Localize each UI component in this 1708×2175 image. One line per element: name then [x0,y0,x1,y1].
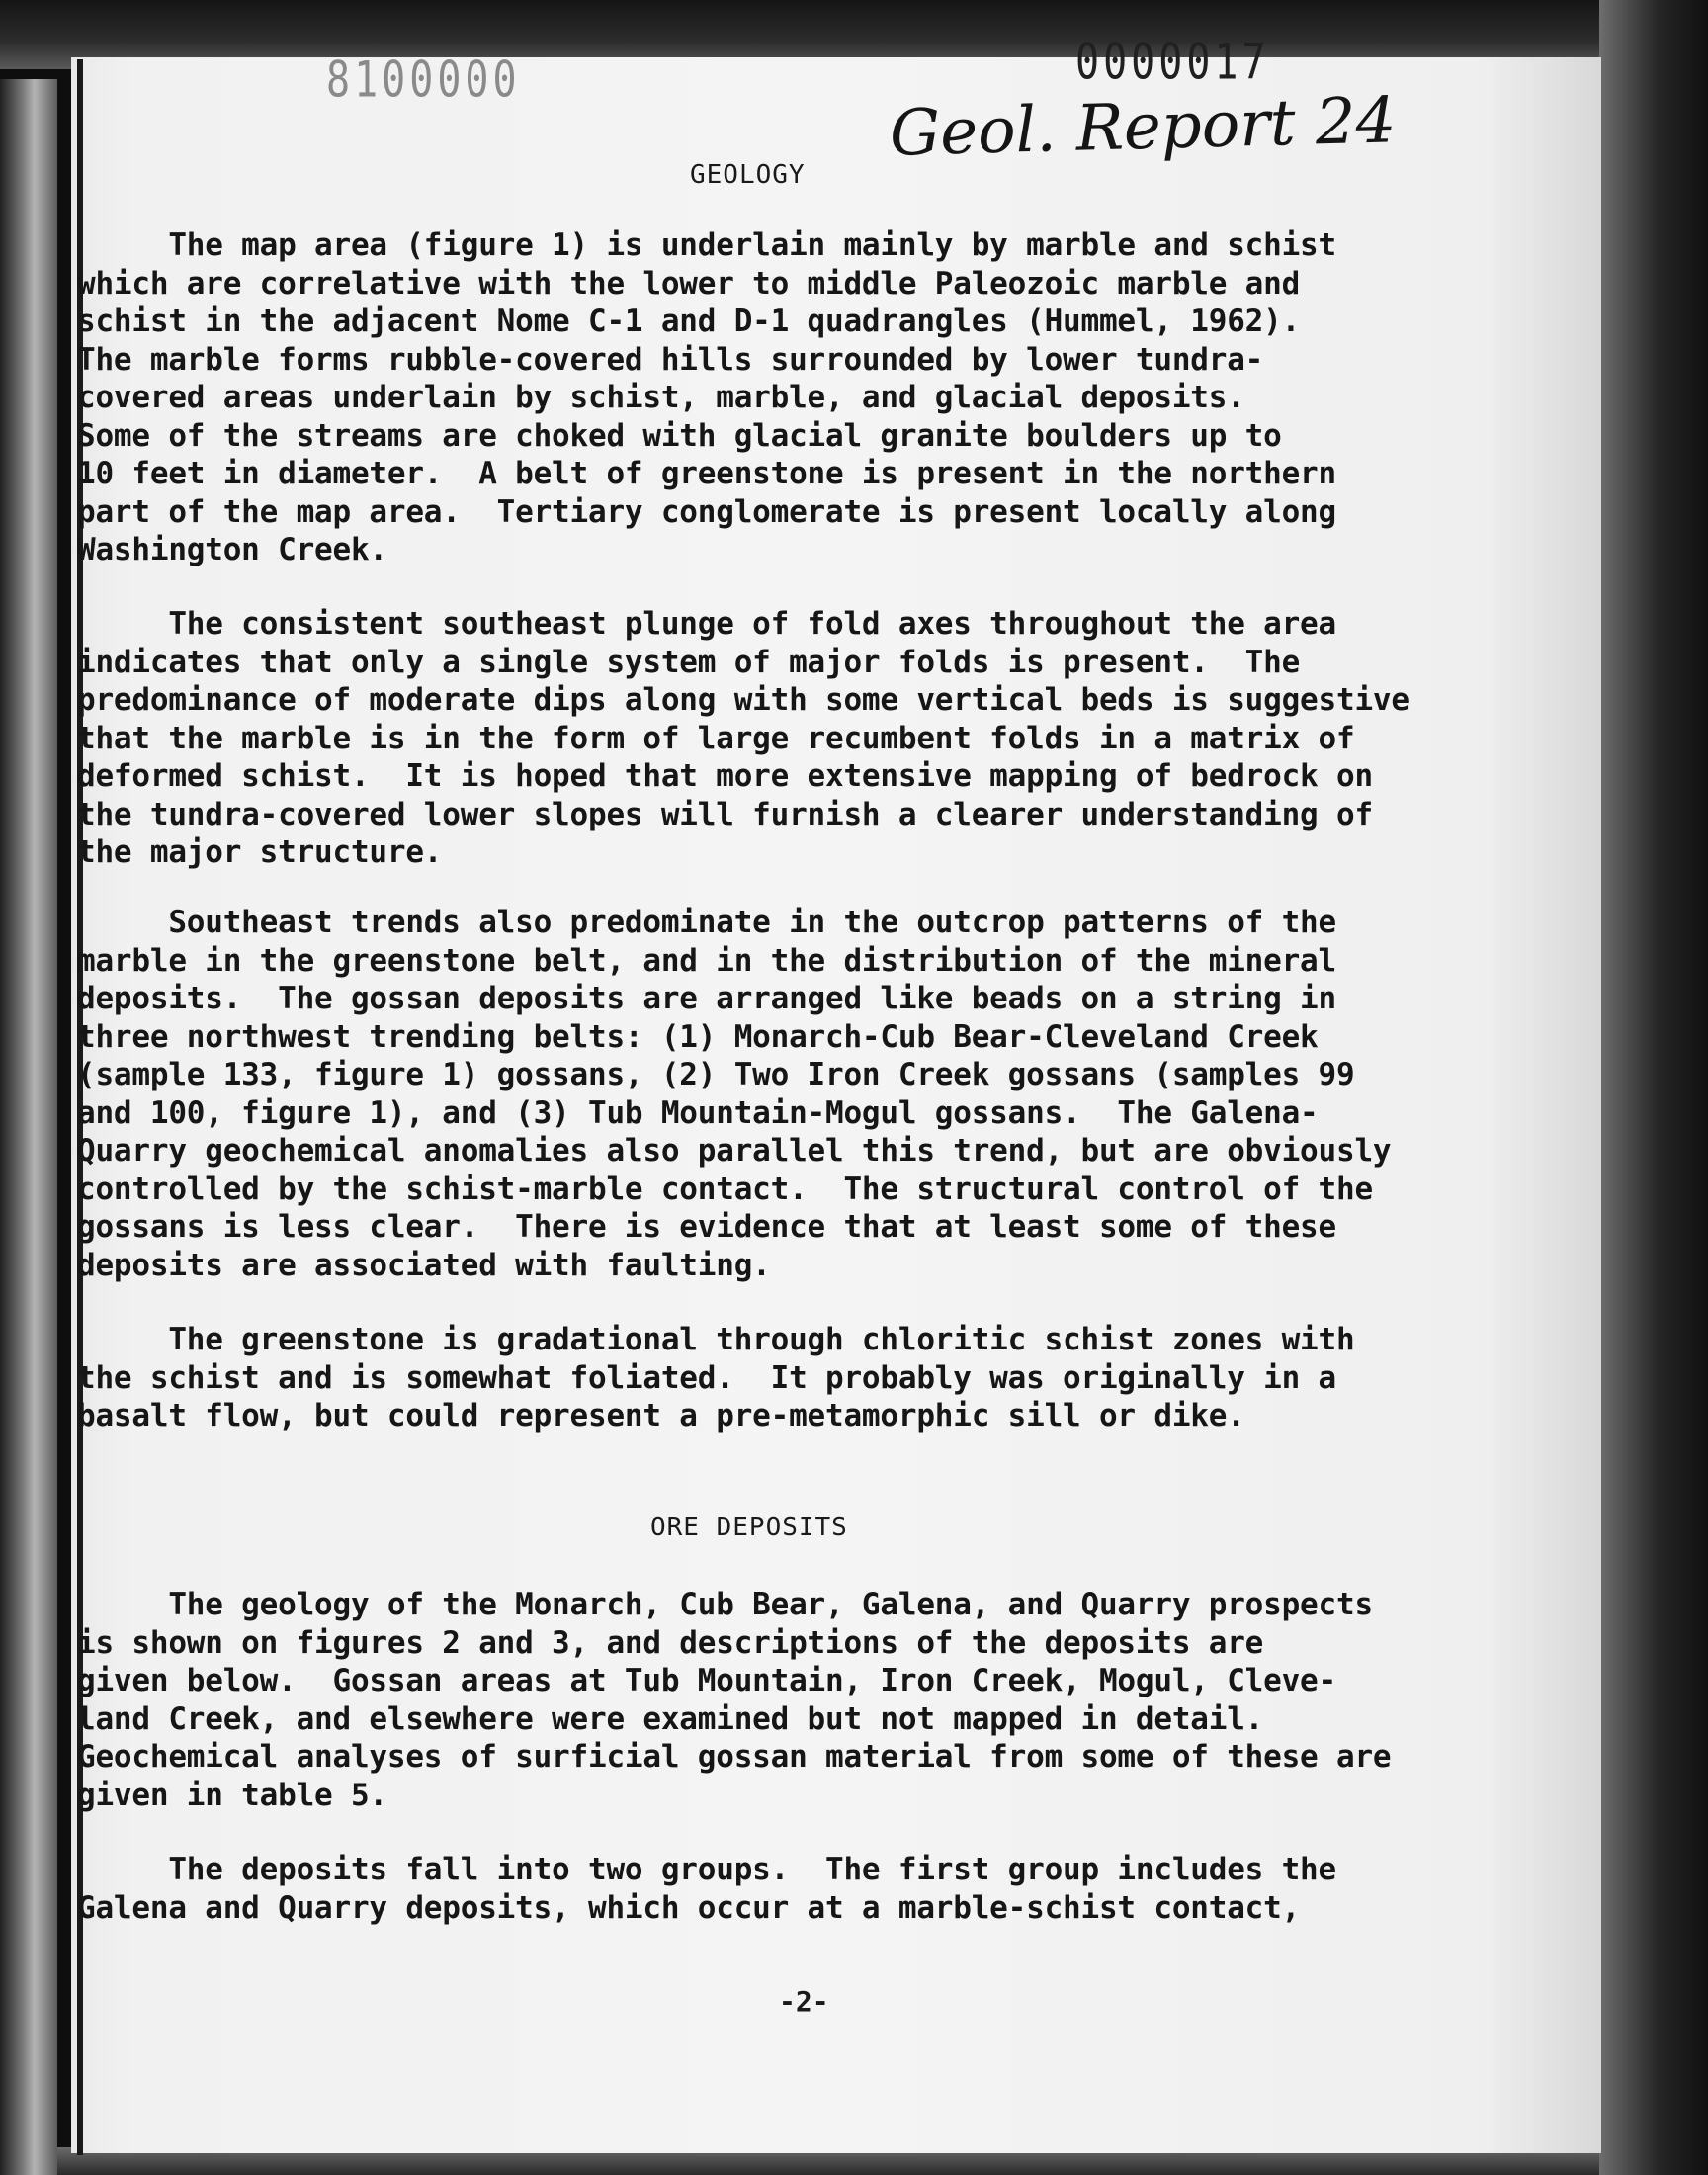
scanner-frame-right [1599,0,1708,2175]
page-curl-left [0,79,57,2175]
handwritten-note: Geol. Report 24 [889,84,1398,171]
paragraph-ore-1: The geology of the Monarch, Cub Bear, Galena, and Quarry prospects is shown on figures 2 and 3, and descriptions of the deposits are given below. Gossan areas at Tub Mountain, Iron Creek, Mogul, Cleve- land Creek, and elsewhere were examined but not mapped in detail. Geochemical analyses of surficial gossan material from some of these are given in table 5. [77,1587,1392,1813]
page-number: -2- [779,1985,829,2018]
heading-geology: GEOLOGY [690,160,806,190]
stamp-number-left: 8100000 [326,51,521,109]
paragraph-geology-2: The consistent southeast plunge of fold axes throughout the area indicates that only a single system of major folds is present. The predominance of moderate dips along with some vertical beds is suggestive that the marble is in the form of large recumbent folds in a matrix of deformed schist. It is hoped that more extensive mapping of bedrock on the tundra-covered lower slopes will furnish a clearer understanding of the major structure. [77,606,1409,870]
paragraph-ore-2: The deposits fall into two groups. The first group includes the Galena and Quarry deposits, which occur at a marble-schist contact, [77,1852,1336,1926]
heading-ore-deposits: ORE DEPOSITS [650,1513,848,1542]
paragraph-geology-1: The map area (figure 1) is underlain mainly by marble and schist which are correlative with the lower to middle Paleozoic marble and schist in the adjacent Nome C-1 and D-1 quadrangles (Hummel, 1962). The marble forms rubble-covered hills surrounded by lower tundra- covered areas underlain by schist, marble, and glacial deposits. Some of the streams are choked with glacial granite boulders up to 10 feet in diameter. A belt of greenstone is present in the northern part of the map area. Tertiary conglomerate is present locally along Washington Creek. [77,227,1336,567]
paragraph-geology-3: Southeast trends also predominate in the outcrop patterns of the marble in the greenstone belt, and in the distribution of the mineral deposits. The gossan deposits are arranged like beads on a string in three northwest trending belts: (1) Monarch-Cub Bear-Cleveland Creek (sample 133, figure 1) gossans, (2) Two Iron Creek gossans (samples 99 and 100, figure 1), and (3) Tub Mountain-Mogul gossans. The Galena- Quarry geochemical anomalies also parallel this trend, but are obviously controlled by the schist-marble contact. The structural control of the gossans is less clear. There is evidence that at least some of these deposits are associated with faulting. [77,905,1392,1283]
paragraph-geology-4: The greenstone is gradational through chloritic schist zones with the schist and is somewhat foliated. It probably was originally in a basalt flow, but could represent a pre-metamorphic sill or dike. [77,1322,1355,1434]
stamp-number-right: 0000017 [1075,34,1270,91]
